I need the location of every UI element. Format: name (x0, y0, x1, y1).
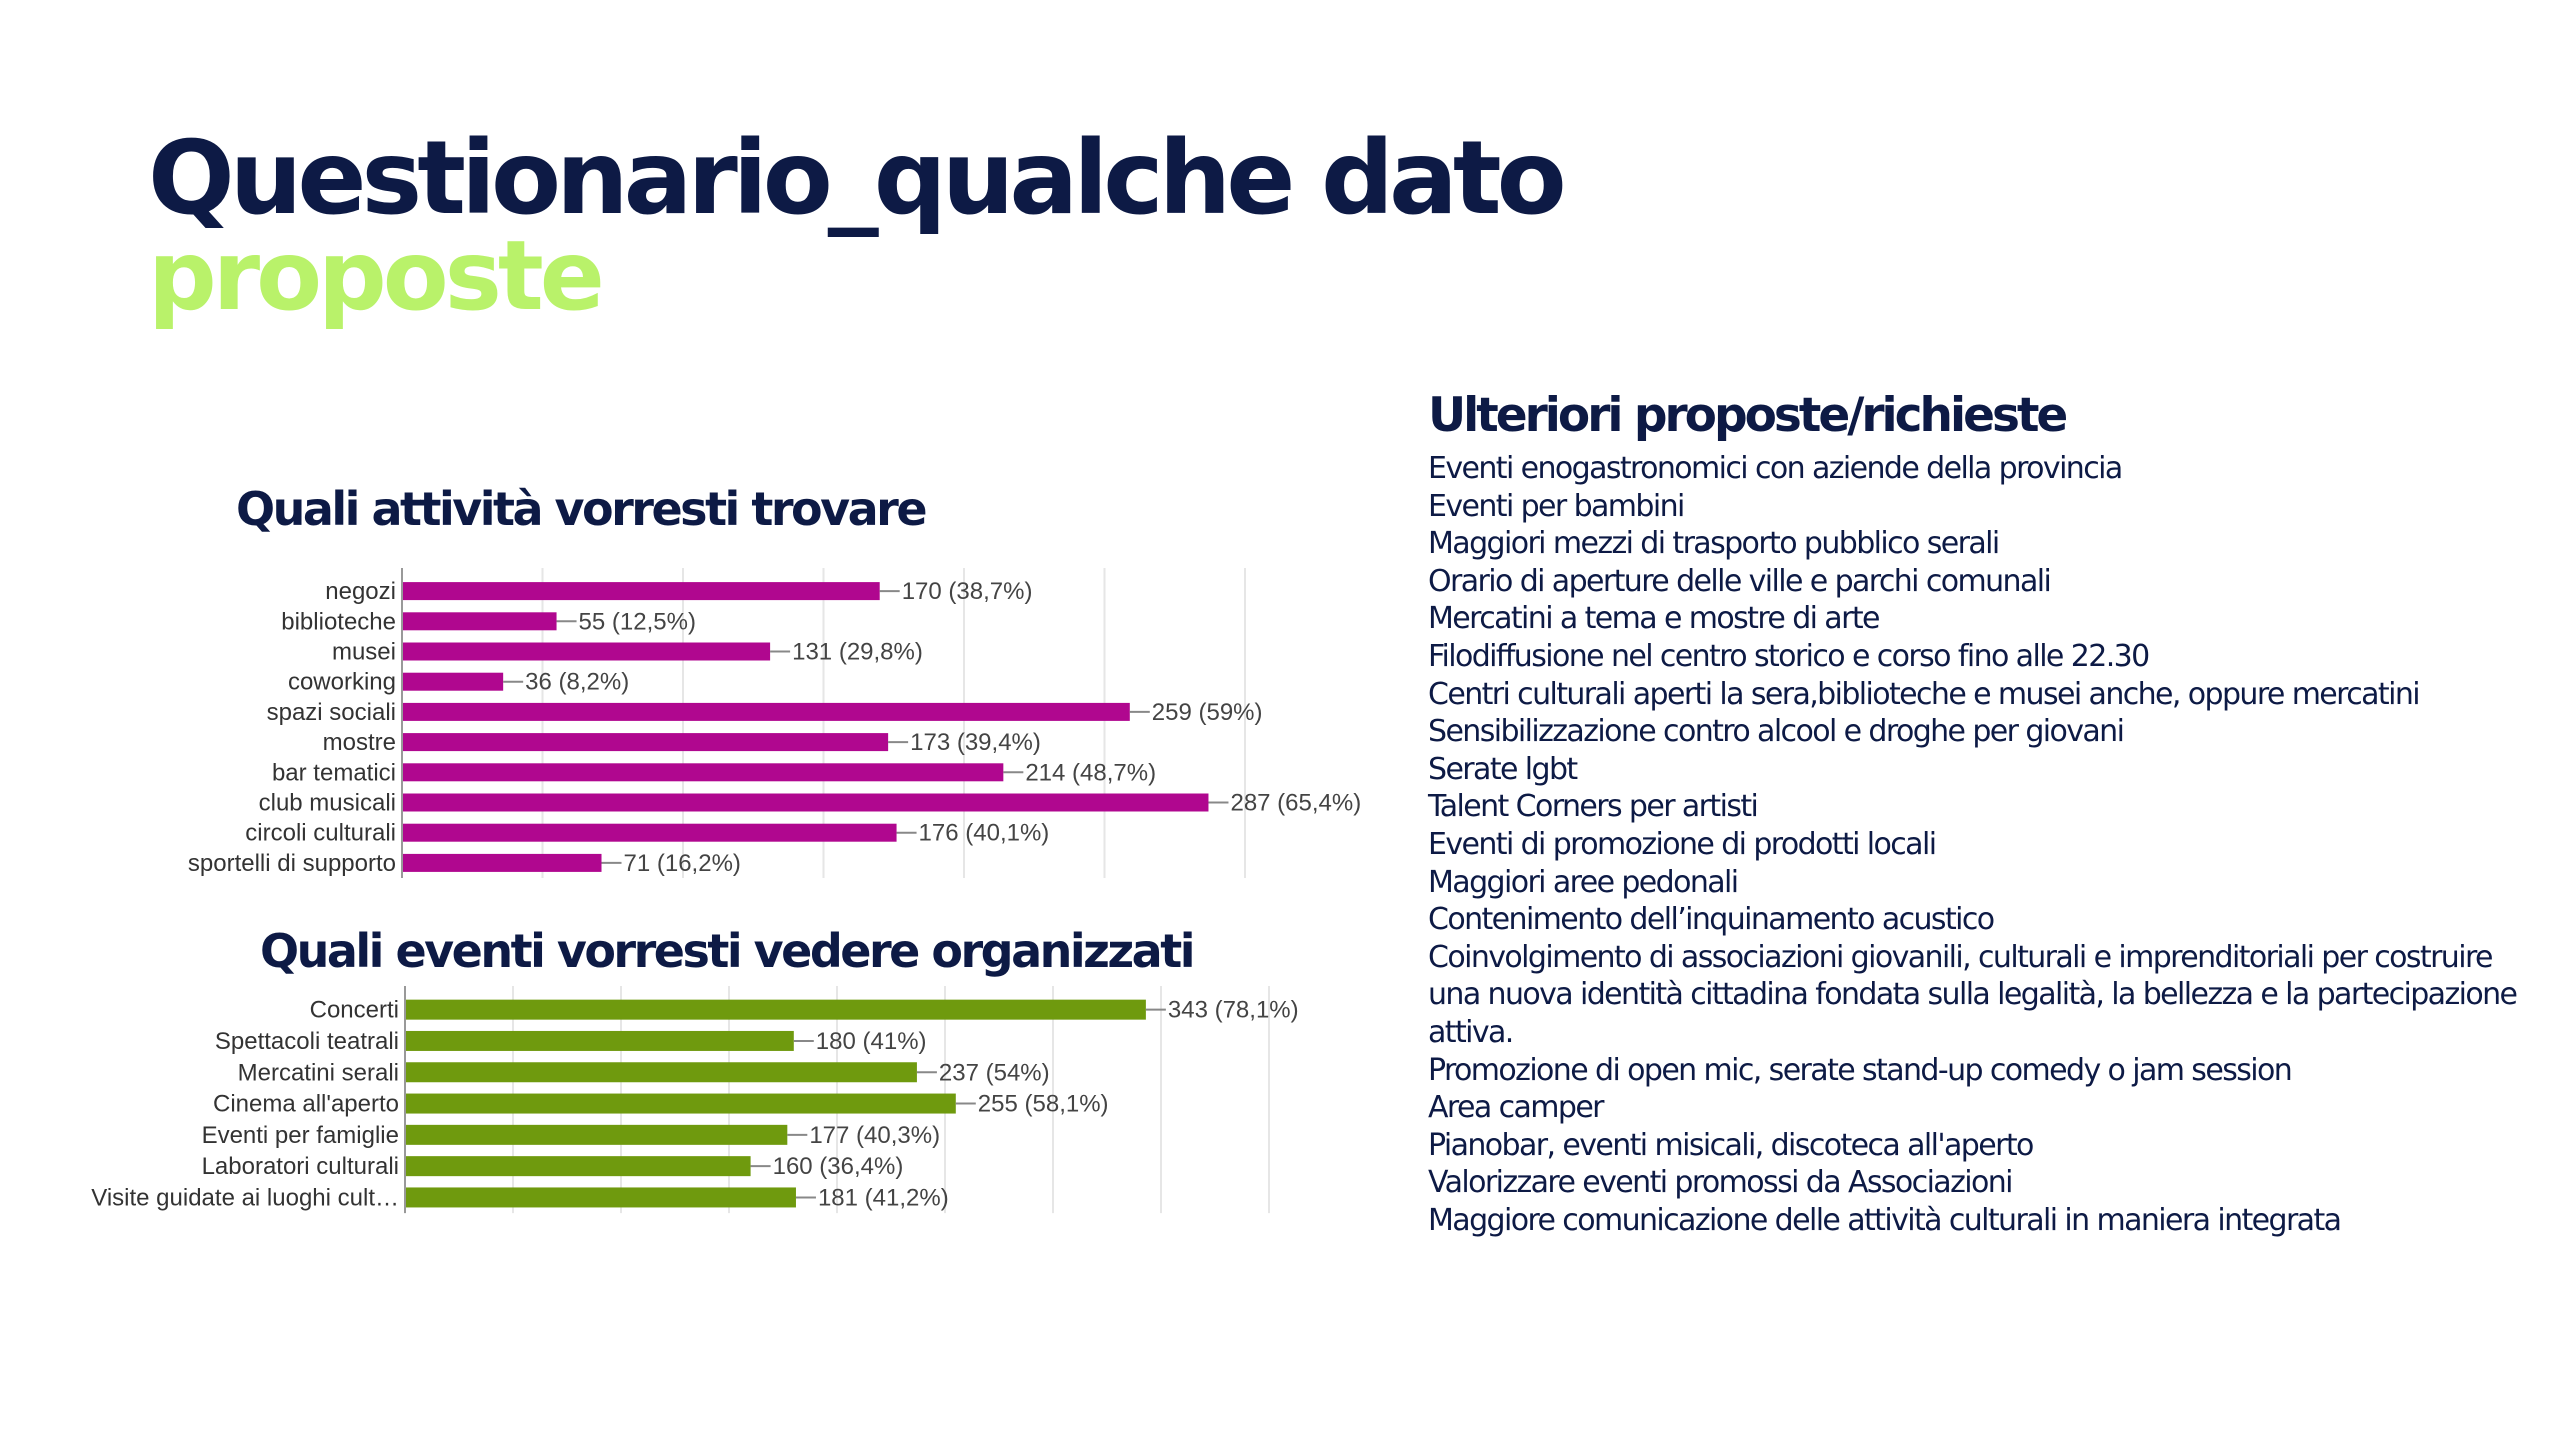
data-label: 55 (12,5%) (578, 608, 696, 636)
data-label: 343 (78,1%) (1167, 996, 1299, 1024)
slide-subtitle: proposte (148, 220, 601, 332)
proposal-item: Eventi enogastronomici con aziende della provincia (1428, 451, 2122, 486)
data-label: 255 (58,1%) (977, 1090, 1109, 1118)
bar (405, 1094, 956, 1114)
proposal-item: Maggiori mezzi di trasporto pubblico serali (1428, 526, 1999, 562)
data-label: 170 (38,7%) (901, 578, 1033, 606)
category-label: spazi sociali (266, 698, 396, 726)
data-label: 173 (39,4%) (910, 729, 1041, 757)
data-label: 181 (41,2%) (817, 1184, 949, 1212)
proposal-item: Coinvolgimento di associazioni giovanili, culturali e imprenditoriali per costruire una nuova identità cittadina fondata sulla legalità, la bellezza e la partecipazione attiva. (1428, 939, 2517, 1050)
bar (402, 673, 503, 691)
proposal-item: Eventi per bambini (1428, 488, 1684, 524)
category-label: musei (331, 638, 396, 666)
chart-title-events: Quali eventi vorresti vedere organizzati (260, 924, 1193, 978)
proposals-panel (1428, 388, 2548, 1239)
chart-title-activities: Quali attività vorresti trovare (236, 482, 926, 536)
data-label: 259 (59%) (1151, 698, 1263, 726)
bar (402, 733, 888, 751)
proposal-item: Maggiori aree pedonali (1428, 864, 1738, 900)
bar (405, 1125, 787, 1145)
bar (405, 1000, 1146, 1020)
data-label: 237 (54%) (938, 1059, 1050, 1087)
activities-bar-chart (0, 560, 1400, 880)
proposals-list (1428, 450, 2548, 1239)
category-label: Spettacoli teatrali (214, 1027, 399, 1055)
category-label: club musicali (258, 789, 396, 817)
bar (402, 763, 1003, 781)
category-label: negozi (325, 578, 396, 606)
proposal-item: Sensibilizzazione contro alcool e droghe per giovani (1428, 714, 2124, 750)
data-label: 71 (16,2%) (623, 849, 741, 877)
data-label: 287 (65,4%) (1230, 789, 1362, 817)
proposal-item: Area camper (1428, 1090, 1603, 1126)
category-label: Cinema all'aperto (212, 1090, 399, 1118)
category-label: circoli culturali (245, 819, 396, 847)
data-label: 160 (36,4%) (772, 1153, 904, 1181)
data-label: 176 (40,1%) (918, 819, 1050, 847)
category-label: coworking (287, 668, 396, 696)
proposal-item: Pianobar, eventi misicali, discoteca all'aperto (1428, 1127, 2033, 1163)
proposal-item: Orario di aperture delle ville e parchi comunali (1428, 563, 2051, 599)
bar (402, 854, 602, 872)
category-label: Laboratori culturali (201, 1153, 399, 1181)
category-label: Eventi per famiglie (201, 1121, 399, 1149)
data-label: 131 (29,8%) (792, 638, 923, 666)
proposals-heading: Ulteriori proposte/richieste (1428, 388, 2066, 443)
proposal-item: Filodiffusione nel centro storico e corso fino alle 22.30 (1428, 638, 2149, 674)
slide-title: Questionario_qualche dato (148, 119, 1562, 238)
data-label: 177 (40,3%) (809, 1121, 941, 1149)
category-label: mostre (322, 729, 396, 757)
events-bar-chart (0, 990, 1400, 1230)
proposal-item: Promozione di open mic, serate stand-up comedy o jam session (1428, 1052, 2292, 1088)
category-label: Mercatini serali (237, 1059, 399, 1087)
proposal-item: Contenimento dell’inquinamento acustico (1428, 902, 1994, 938)
category-label: Visite guidate ai luoghi cult… (91, 1184, 399, 1212)
proposal-item: Maggiore comunicazione delle attività culturali in maniera integrata (1428, 1202, 2341, 1238)
bar (405, 1062, 917, 1082)
category-label: biblioteche (281, 608, 396, 636)
proposal-item: Talent Corners per artisti (1428, 789, 1758, 825)
bar (402, 643, 770, 661)
proposal-item: Mercatini a tema e mostre di arte (1428, 601, 1879, 637)
bar (405, 1187, 796, 1207)
proposal-item: Serate lgbt (1428, 751, 1577, 787)
data-label: 214 (48,7%) (1025, 759, 1157, 787)
category-label: Concerti (309, 996, 399, 1024)
bar (402, 612, 557, 630)
bar (402, 703, 1130, 721)
bar (402, 794, 1208, 812)
data-label: 36 (8,2%) (525, 668, 630, 696)
bar (402, 824, 897, 842)
bar (405, 1156, 751, 1176)
bar (405, 1031, 794, 1051)
proposal-item: Eventi di promozione di prodotti locali (1428, 826, 1936, 862)
data-label: 180 (41%) (815, 1027, 927, 1055)
category-label: sportelli di supporto (187, 849, 396, 877)
category-label: bar tematici (271, 759, 396, 787)
proposal-item: Valorizzare eventi promossi da Associazioni (1428, 1165, 2012, 1201)
bar (402, 582, 880, 600)
proposal-item: Centri culturali aperti la sera,biblioteche e musei anche, oppure mercatini (1428, 676, 2419, 712)
